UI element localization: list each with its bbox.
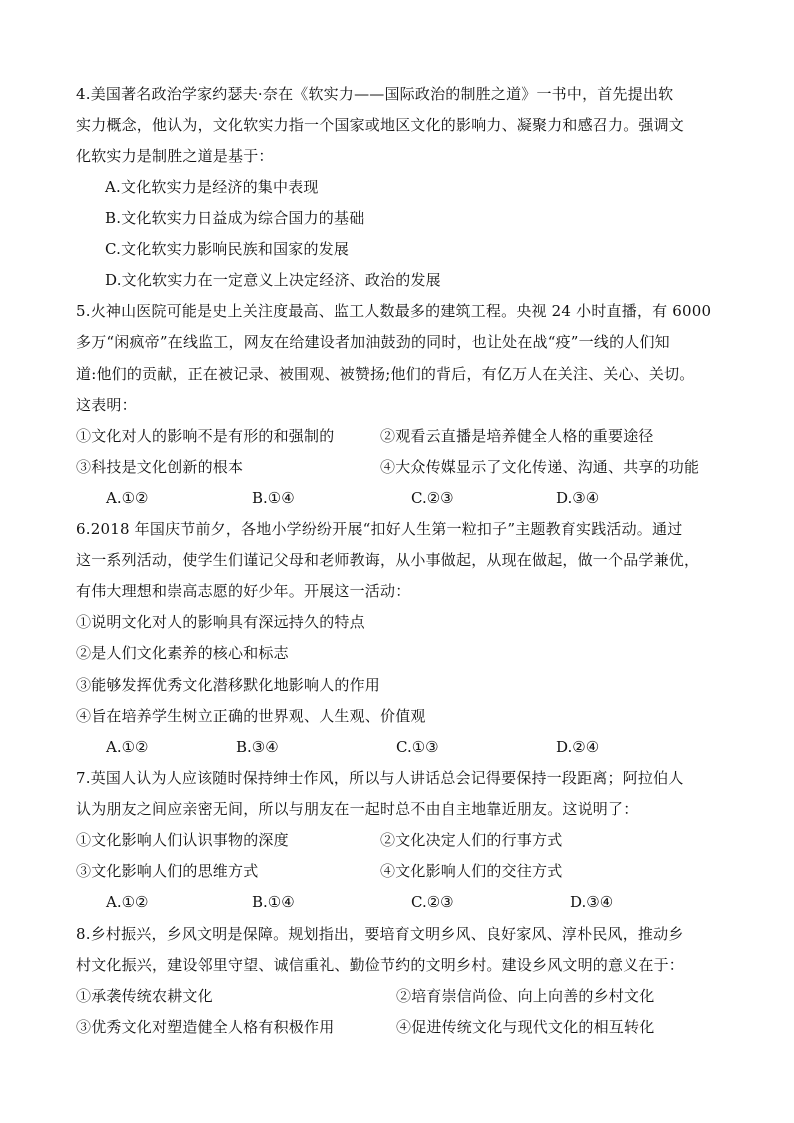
- q6-choice-b: B.③④: [236, 738, 279, 756]
- q6-stem-line-1: 6.2018 年国庆节前夕，各地小学纷纷开展“扣好人生第一粒扣子”主题教育实践活动。通过: [76, 520, 683, 538]
- q5-choices: [0, 488, 794, 508]
- q4-stem-line-3: 化软实力是制胜之道是基于：: [76, 147, 274, 165]
- q5-stem-line-3: 道:他们的贡献，正在被记录、被围观、被赞扬;他们的背后，有亿万人在关注、关心、关切。: [76, 365, 695, 383]
- q7-stem-line-2: 认为朋友之间应亲密无间，所以与朋友在一起时总不由自主地靠近朋友。这说明了：: [76, 800, 639, 818]
- q5-stem-line-1: 5.火神山医院可能是史上关注度最高、监工人数最多的建筑工程。央视 24 小时直播，有 6000: [76, 302, 712, 320]
- q4-option-d: D.文化软实力在一定意义上决定经济、政治的发展: [105, 271, 441, 289]
- q8-stem-line-1: 8.乡村振兴，乡风文明是保障。规划指出，要培育文明乡风、良好家风、淳朴民风，推动乡: [76, 925, 684, 943]
- q4-option-c: C.文化软实力影响民族和国家的发展: [105, 240, 350, 258]
- q4-stem-line-1: 4.美国著名政治学家约瑟夫·奈在《软实力——国际政治的制胜之道》一书中，首先提出软: [76, 85, 674, 103]
- q6-stem-line-3: 有伟大理想和崇高志愿的好少年。开展这一活动：: [76, 582, 411, 600]
- q6-choice-a: A.①②: [106, 738, 149, 756]
- q4-option-a: A.文化软实力是经济的集中表现: [105, 178, 319, 196]
- q7-statement-3: ③文化影响人们的思维方式: [76, 862, 259, 880]
- q8-statement-4: ④促进传统文化与现代文化的相互转化: [396, 1018, 655, 1036]
- q6-choice-c: C.①③: [396, 738, 439, 756]
- q8-statement-2: ②培育崇信尚俭、向上向善的乡村文化: [396, 987, 655, 1005]
- q7-statement-2: ②文化决定人们的行事方式: [380, 831, 563, 849]
- q6-choice-d: D.②④: [556, 738, 600, 756]
- q8-stem-line-2: 村文化振兴，建设邻里守望、诚信重礼、勤俭节约的文明乡村。建设乡风文明的意义在于：: [76, 956, 685, 974]
- q5-choice-b: B.①④: [252, 489, 295, 507]
- q6-stem-line-2: 这一系列活动，使学生们谨记父母和老师教诲，从小事做起，从现在做起，做一个品学兼优，: [76, 551, 700, 569]
- q7-statement-1: ①文化影响人们认识事物的深度: [76, 831, 289, 849]
- q5-statement-3: ③科技是文化创新的根本: [76, 458, 244, 476]
- q6-statement-3: ③能够发挥优秀文化潜移默化地影响人的作用: [76, 676, 381, 694]
- q7-choices: [0, 892, 794, 912]
- q5-choice-c: C.②③: [411, 489, 454, 507]
- q8-statement-1: ①承袭传统农耕文化: [76, 987, 213, 1005]
- q5-stem-line-4: 这表明：: [76, 396, 137, 414]
- q6-statement-2: ②是人们文化素养的核心和标志: [76, 644, 289, 662]
- q7-choice-d: D.③④: [570, 893, 614, 911]
- q6-choices: [0, 737, 794, 757]
- q5-choice-a: A.①②: [106, 489, 149, 507]
- q5-statement-1: ①文化对人的影响不是有形的和强制的: [76, 427, 335, 445]
- q5-stem-line-2: 多万“闲疯帝”在线监工，网友在给建设者加油鼓劲的同时，也让处在战“疫”一线的人们知: [76, 333, 670, 351]
- q5-statement-4: ④大众传媒显示了文化传递、沟通、共享的功能: [380, 458, 700, 476]
- q6-statement-4: ④旨在培养学生树立正确的世界观、人生观、价值观: [76, 707, 426, 725]
- q4-option-b: B.文化软实力日益成为综合国力的基础: [105, 209, 365, 227]
- q7-choice-c: C.②③: [411, 893, 454, 911]
- q7-statement-4: ④文化影响人们的交往方式: [380, 862, 563, 880]
- q7-choice-b: B.①④: [252, 893, 295, 911]
- q7-choice-a: A.①②: [106, 893, 149, 911]
- q5-statement-2: ②观看云直播是培养健全人格的重要途径: [380, 427, 654, 445]
- q5-choice-d: D.③④: [556, 489, 600, 507]
- q8-statement-3: ③优秀文化对塑造健全人格有积极作用: [76, 1018, 335, 1036]
- q7-stem-line-1: 7.英国人认为人应该随时保持绅士作风，所以与人讲话总会记得要保持一段距离；阿拉伯人: [76, 769, 684, 787]
- q6-statement-1: ①说明文化对人的影响具有深远持久的特点: [76, 613, 365, 631]
- q4-stem-line-2: 实力概念，他认为，文化软实力指一个国家或地区文化的影响力、凝聚力和感召力。强调文: [76, 116, 685, 134]
